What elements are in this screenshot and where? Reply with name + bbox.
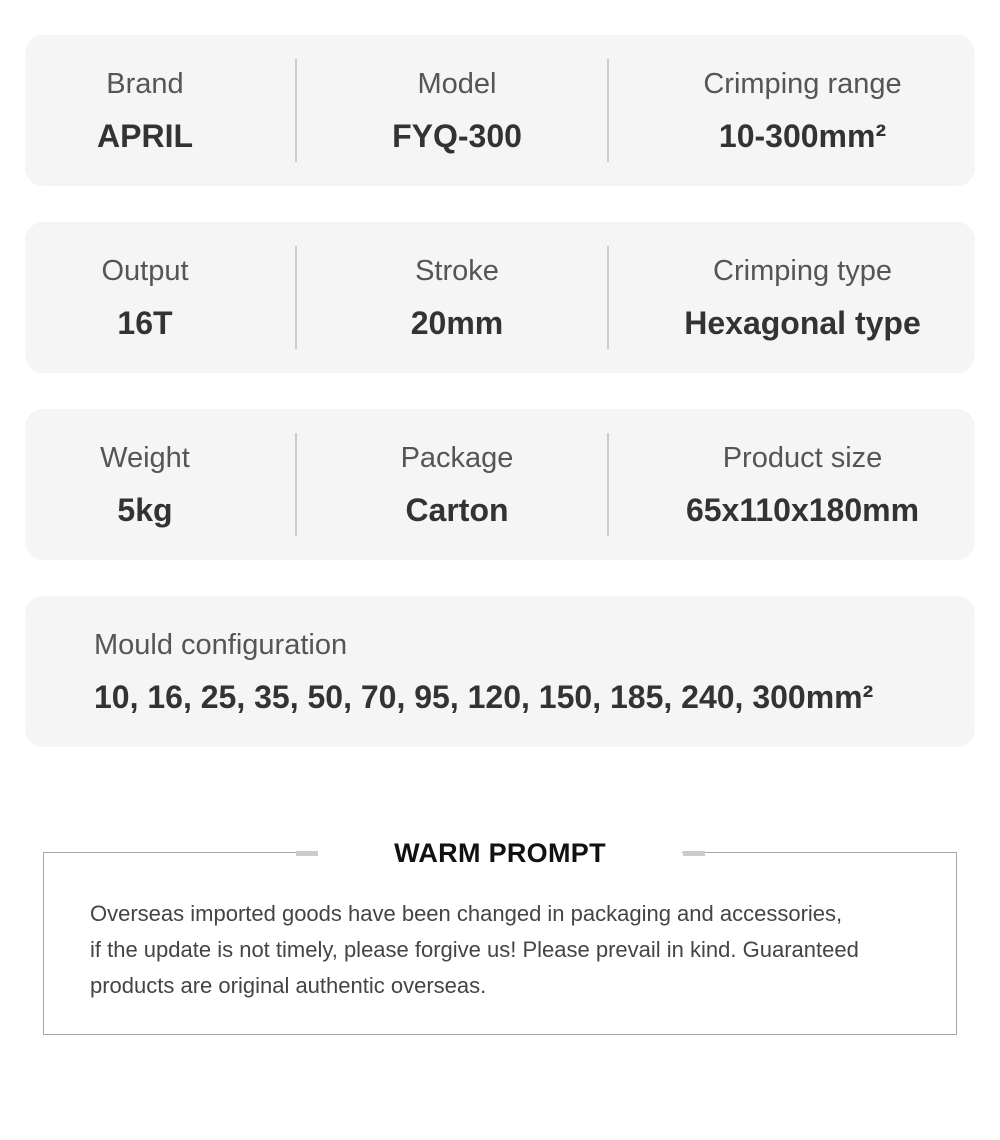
spec-label: Product size [722,442,883,474]
prompt-line: if the update is not timely, please forgive us! Please prevail in kind. Guaranteed [90,937,859,962]
divider [607,433,609,536]
warm-prompt-box [43,838,957,1035]
spec-card-mould [25,596,975,747]
spec-value: 10-300mm² [718,118,887,154]
spec-label: Output [101,255,189,287]
prompt-line: products are original authentic overseas. [90,973,487,998]
spec-value: Carton [405,492,509,528]
spec-product-size [645,409,960,560]
spec-label: Brand [106,68,184,100]
spec-card-basic [25,35,975,186]
spec-label: Mould configuration [94,629,348,661]
prompt-line: Overseas imported goods have been changed in packaging and accessories, [90,901,843,926]
divider [607,59,609,162]
warm-prompt-text [90,896,940,1004]
spec-label: Crimping type [713,255,892,287]
spec-label: Model [417,68,497,100]
spec-value: FYQ-300 [392,118,522,154]
spec-card-physical [25,409,975,560]
spec-crimping-range [645,35,960,186]
spec-output [25,222,265,373]
spec-stroke [297,222,617,373]
spec-label: Stroke [415,255,499,287]
spec-brand [25,35,265,186]
spec-card-performance [25,222,975,373]
title-dash-right [683,851,705,856]
spec-value: 65x110x180mm [685,492,920,528]
spec-crimping-type [645,222,960,373]
warm-prompt-title: WARM PROMPT [394,838,606,868]
divider [607,246,609,349]
spec-value: 10, 16, 25, 35, 50, 70, 95, 120, 150, 185, 240, 300mm² [94,679,874,715]
spec-weight [25,409,265,560]
spec-value: APRIL [97,118,193,154]
spec-value: Hexagonal type [684,305,921,341]
spec-mould-configuration [94,596,955,747]
spec-model [297,35,617,186]
spec-package [297,409,617,560]
spec-value: 5kg [117,492,173,528]
spec-label: Weight [100,442,190,474]
title-dash-left [296,851,318,856]
spec-value: 16T [117,305,173,341]
spec-label: Crimping range [703,68,902,100]
spec-label: Package [400,442,514,474]
spec-value: 20mm [410,305,504,341]
